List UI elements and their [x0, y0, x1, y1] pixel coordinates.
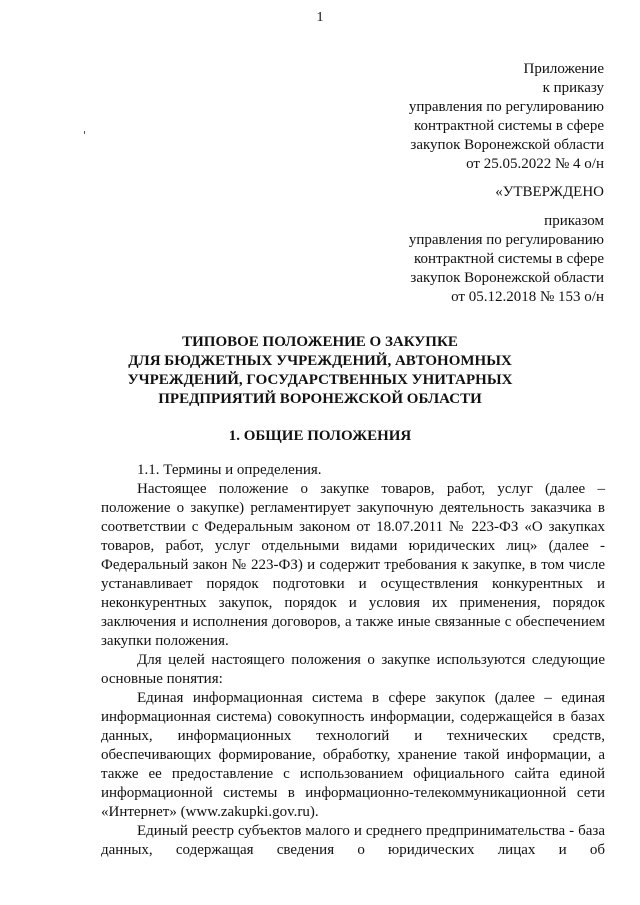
appendix-block — [409, 60, 604, 174]
paragraph: Единый реестр субъектов малого и среднего предпринимательства - база данных, содержащая сведения о юридических лицах и об — [101, 823, 605, 858]
approval-block — [409, 212, 604, 307]
section-heading: 1. ОБЩИЕ ПОЛОЖЕНИЯ — [228, 428, 412, 444]
approval-line: контрактной системы в сфере — [414, 251, 604, 267]
title-line: УЧРЕЖДЕНИЙ, ГОСУДАРСТВЕННЫХ УНИТАРНЫХ — [127, 372, 513, 388]
title-line: ТИПОВОЕ ПОЛОЖЕНИЕ О ЗАКУПКЕ — [182, 334, 458, 350]
appendix-line: закупок Воронежской области — [410, 137, 604, 153]
body-text — [101, 461, 605, 860]
paragraph: Для целей настоящего положения о закупке используются следующие основные понятия: — [101, 652, 605, 687]
approval-line: закупок Воронежской области — [410, 270, 604, 286]
appendix-line: к приказу — [542, 80, 604, 96]
paragraph: Единая информационная система в сфере закупок (далее – единая информационная система) совокупность информации, содержащейся в базах данных, информационных технологий и технических средств, обеспечивающих формирование, обработку, хранение такой информации, а также ее предоставление с использованием официального сайта единой информационной системы в информационно-телекоммуникационной сети «Интернет» (www.zakupki.gov.ru). — [101, 690, 605, 820]
appendix-line: от 25.05.2022 № 4 о/н — [466, 156, 604, 172]
title-line: ДЛЯ БЮДЖЕТНЫХ УЧРЕЖДЕНИЙ, АВТОНОМНЫХ — [128, 353, 512, 369]
page-number: 1 — [316, 10, 324, 25]
approval-line: приказом — [544, 213, 604, 229]
approval-line: управления по регулированию — [408, 232, 604, 248]
approved-heading: «УТВЕРЖДЕНО — [495, 184, 604, 200]
appendix-line: управления по регулированию — [408, 99, 604, 115]
document-title — [0, 333, 640, 409]
paragraph: 1.1. Термины и определения. — [137, 462, 322, 478]
scan-mark — [84, 131, 85, 134]
appendix-line: контрактной системы в сфере — [414, 118, 604, 134]
title-line: ПРЕДПРИЯТИЙ ВОРОНЕЖСКОЙ ОБЛАСТИ — [158, 391, 482, 407]
appendix-line: Приложение — [523, 61, 604, 77]
approval-line: от 05.12.2018 № 153 о/н — [451, 289, 604, 305]
paragraph: Настоящее положение о закупке товаров, работ, услуг (далее – положение о закупке) регламентирует закупочную деятельность заказчика в соответствии с Федеральным законом от 18.07.2011 № 223-ФЗ «О закупках товаров, работ, услуг отдельными видами юридических лиц» (далее - Федеральный закон № 223-ФЗ) и содержит требования к закупке, в том числе устанавливает порядок подготовки и осуществления конкурентных и неконкурентных закупок, порядок и условия их применения, порядок заключения и исполнения договоров, а также иные связанные с обеспечением закупки положения. — [101, 481, 605, 649]
